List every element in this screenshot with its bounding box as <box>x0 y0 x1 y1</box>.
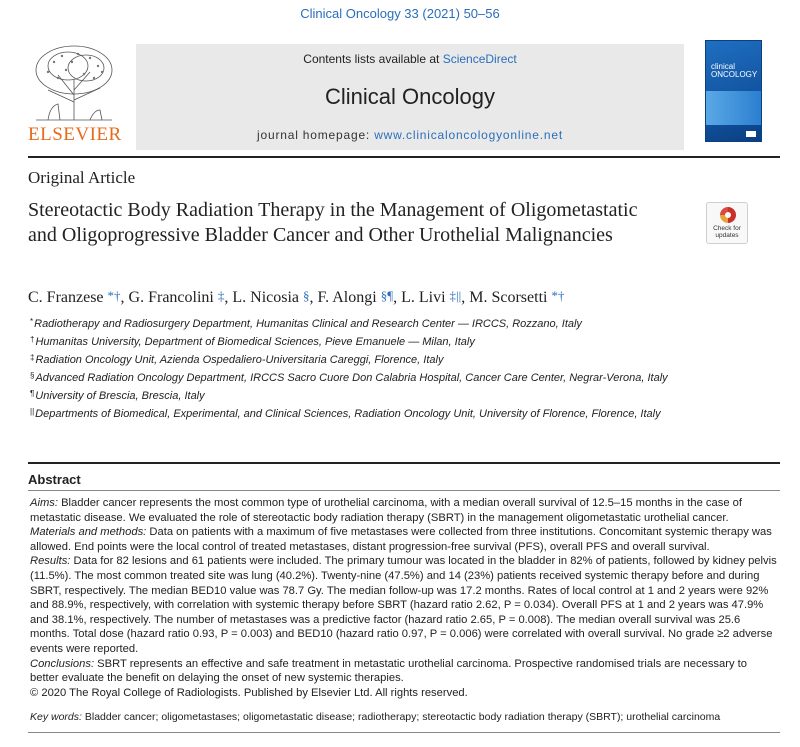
affiliation-item: ||Departments of Biomedical, Experimental, and Clinical Sciences, Radiation Oncology Unit, University of Florence, Florence, Italy <box>30 407 661 420</box>
affiliation-list <box>30 314 720 422</box>
journal-citation[interactable]: Clinical Oncology 33 (2021) 50–56 <box>300 6 500 21</box>
journal-title: Clinical Oncology <box>325 84 495 109</box>
cover-title-line-2: ONCOLOGY <box>711 70 758 79</box>
affiliation-marks: ‡ <box>217 288 225 303</box>
affiliation-marks: § <box>303 288 310 303</box>
cover-band <box>706 91 761 125</box>
abstract-aims: Aims: Bladder cancer represents the most common type of urothelial carcinoma, with a median overall survival of 12.5–15 months in the case of metastatic disease. We evaluated the role of stereotactic body radiation therapy (SBRT) in the management oligometastatic urothelial cancer. <box>30 497 742 524</box>
publisher-name: ELSEVIER <box>28 124 122 145</box>
abstract-heading-rule <box>28 490 780 491</box>
affiliation-item: §Advanced Radiation Oncology Department, IRCCS Sacro Cuore Don Calabria Hospital, Cancer Care Center, Negrar-Verona, Italy <box>30 371 668 384</box>
affiliation-marks: §¶ <box>380 288 394 303</box>
author[interactable]: M. Scorsetti *† <box>469 288 565 306</box>
cover-title-line-1: clinical <box>711 62 736 71</box>
author-list: C. Franzese *†, G. Francolini ‡, L. Nicosia §, F. Alongi §¶, L. Livi ‡||, M. Scorsetti *† <box>28 288 565 306</box>
affiliation-item: †Humanitas University, Department of Biomedical Sciences, Pieve Emanuele — Milan, Italy <box>30 335 475 348</box>
journal-header <box>28 40 780 147</box>
contents-prefix: Contents lists available at <box>303 52 443 66</box>
affiliation-marks: *† <box>551 288 565 303</box>
check-for-updates-button[interactable] <box>706 202 748 244</box>
keywords-label: Key words: <box>30 711 82 723</box>
copyright-notice: © 2020 The Royal College of Radiologists. Published by Elsevier Ltd. All rights reserved. <box>30 686 468 699</box>
homepage-prefix: journal homepage: <box>257 128 375 142</box>
author[interactable]: G. Francolini ‡ <box>128 288 225 306</box>
abstract-heading: Abstract <box>28 472 81 487</box>
contents-line <box>136 52 684 66</box>
abstract-methods: Materials and methods: Data on patients with a maximum of five metastases were collected from three institutions. Concomitant systemic therapy was allowed. End points were the local control of treated metastases, distant progression-free survival (PFS), overall PFS and overall survival. <box>30 526 772 553</box>
keywords <box>30 711 778 723</box>
header-divider <box>28 156 780 158</box>
crossmark-icon <box>720 207 736 223</box>
affiliation-item: *Radiotherapy and Radiosurgery Department, Humanitas Clinical and Research Center — IRCCS, Rozzano, Italy <box>30 317 582 330</box>
sciencedirect-link[interactable]: ScienceDirect <box>442 52 517 66</box>
keywords-text: Bladder cancer; oligometastases; oligometastatic disease; radiotherapy; stereotactic body radiation therapy (SBRT); urothelial carcinoma <box>81 711 721 723</box>
affiliation-marks: ‡|| <box>449 288 462 303</box>
check-for-updates-label <box>707 225 747 239</box>
abstract-results: Results: Data for 82 lesions and 61 patients were included. The primary tumour was located in the bladder in 82% of patients, followed by kidney pelvis (11.5%). The most common treated site was lung (40.2%). Twenty-nine (47.5%) and 14 (23%) patients received systemic therapy before and during SBRT, respectively. The median BED10 value was 78.7 Gy. The median follow-up was 17.2 months. Rates of local control at 1 and 2 years were 92% and 88.9%, respectively, with correlation with systemic therapy before SBRT (hazard ratio 2.62, P = 0.034). Overall PFS at 1 and 2 years was 47.9% and 38.1%, respectively. The number of metastases was a predictive factor (hazard ratio 2.65, P = 0.008). The median overall survival was 25.6 months. Total dose (hazard ratio 0.93, P = 0.003) and BED10 (hazard ratio 0.97, P = 0.006) were correlated with overall survival. No grade ≥2 adverse events were reported. <box>30 555 777 655</box>
abstract-body <box>30 496 778 700</box>
journal-banner <box>136 44 684 150</box>
journal-homepage-link[interactable]: www.clinicaloncologyonline.net <box>374 128 563 142</box>
elsevier-tree-icon <box>28 40 120 124</box>
author[interactable]: F. Alongi §¶ <box>317 288 394 306</box>
affiliation-item: ¶University of Brescia, Brescia, Italy <box>30 389 205 402</box>
cover-title <box>711 63 757 79</box>
article-title: Stereotactic Body Radiation Therapy in the Management of Oligometastatic and Oligoprogressive Bladder Cancer and Other Urothelial Malignancies <box>28 199 638 246</box>
check-updates-line-1: Check for <box>713 225 741 232</box>
footer-rule <box>28 732 780 733</box>
author[interactable]: L. Nicosia § <box>232 288 310 306</box>
homepage-line <box>136 128 684 142</box>
article-type: Original Article <box>28 168 136 187</box>
abstract-divider <box>28 462 780 464</box>
affiliation-marks: *† <box>107 288 121 303</box>
check-updates-line-2: updates <box>715 232 739 239</box>
affiliation-item: ‡Radiation Oncology Unit, Azienda Ospedaliero-Universitaria Careggi, Florence, Italy <box>30 353 444 366</box>
author[interactable]: C. Franzese *† <box>28 288 121 306</box>
author[interactable]: L. Livi ‡|| <box>401 288 462 306</box>
journal-cover <box>705 40 762 142</box>
cover-logo-mark <box>746 131 756 137</box>
elsevier-logo <box>28 40 120 146</box>
abstract-conclusions: Conclusions: SBRT represents an effective and safe treatment in metastatic urothelial carcinoma. Prospective randomised trials are necessary to better evaluate the benefit on delaying the onset of new systemic therapies. <box>30 657 747 685</box>
